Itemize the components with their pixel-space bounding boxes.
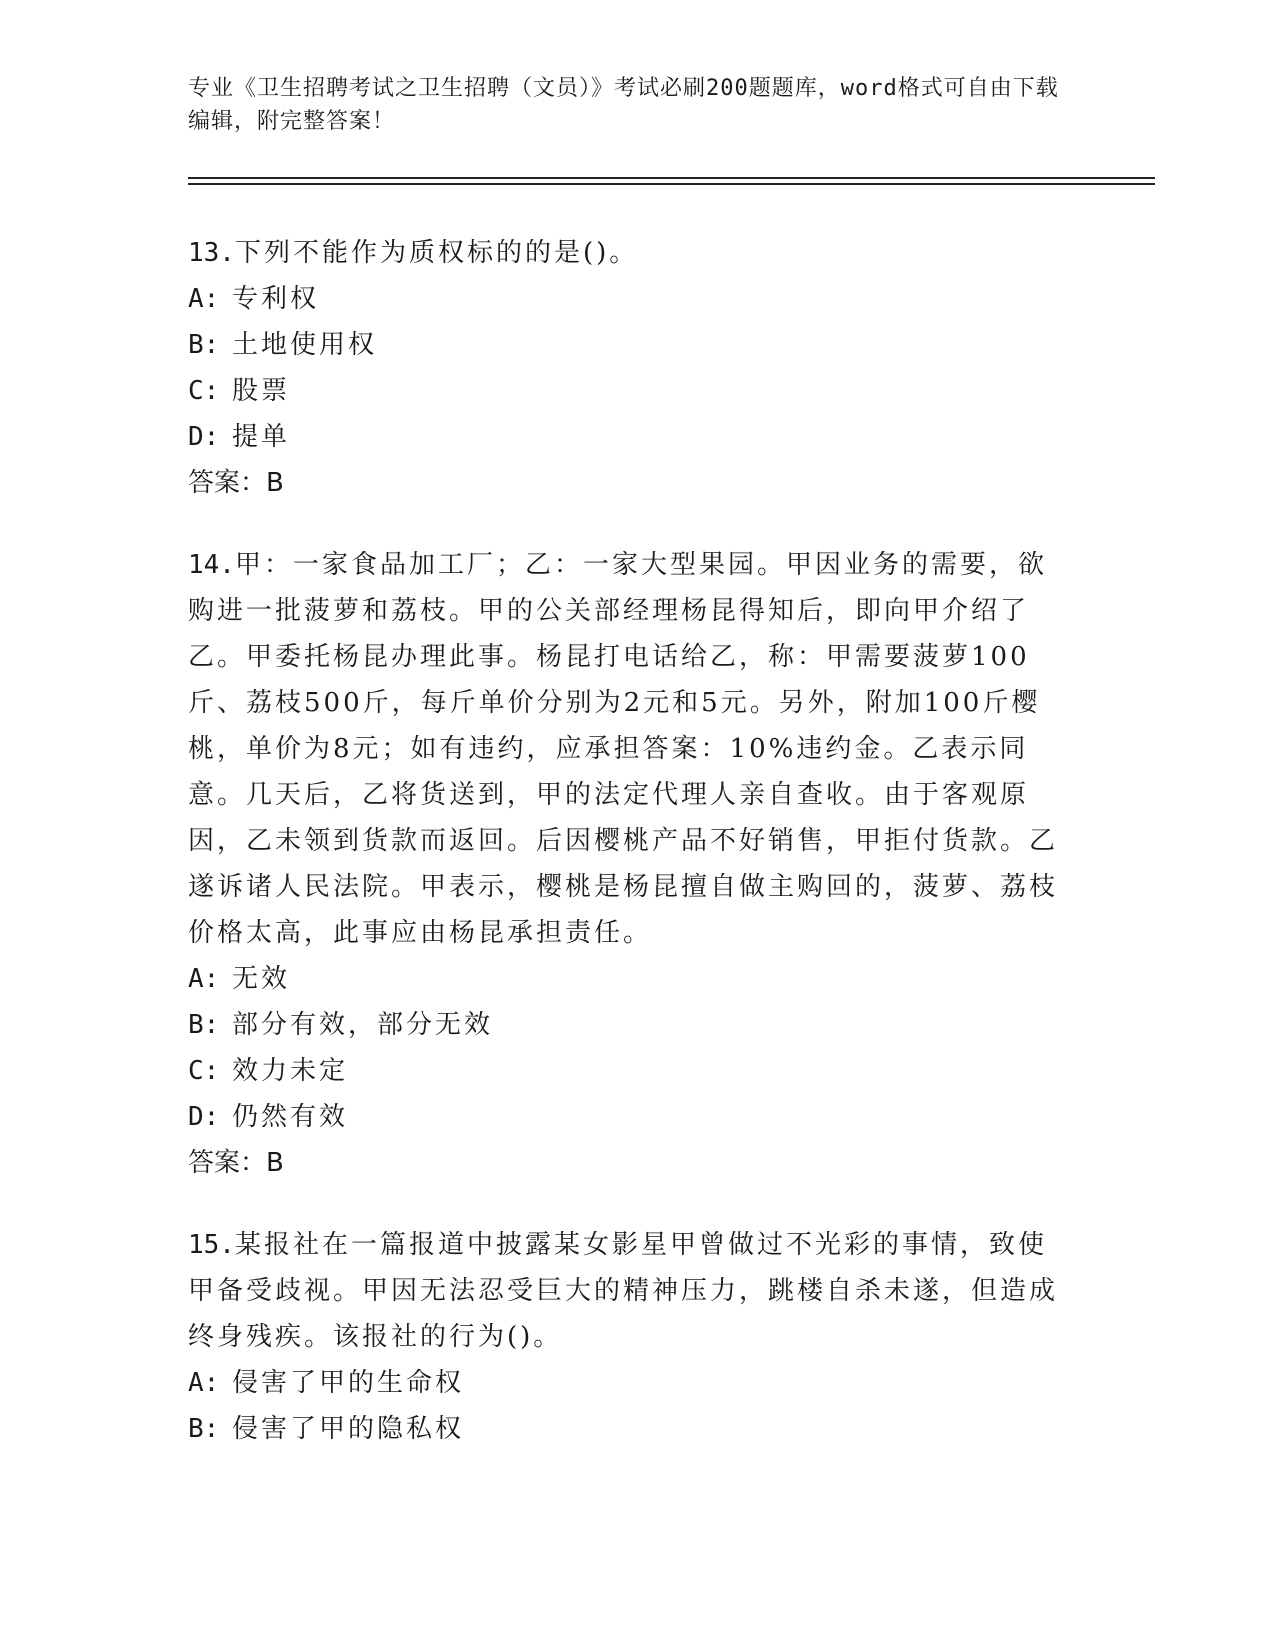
option-text: 提单	[232, 422, 291, 452]
option-text: 部分有效，部分无效	[232, 1010, 494, 1040]
option-letter: B:	[188, 1010, 220, 1040]
option-text: 侵害了甲的隐私权	[232, 1414, 465, 1444]
header-title: 专业《卫生招聘考试之卫生招聘（文员）》考试必刷200题题库，word格式可自由下载编辑，附完整答案！	[188, 76, 1059, 134]
option-letter: B:	[188, 1414, 220, 1444]
question-text: 甲：一家食品加工厂；乙：一家大型果园。甲因业务的需要，欲购进一批菠萝和荔枝。甲的公关部经理杨昆得知后，即向甲介绍了乙。甲委托杨昆办理此事。杨昆打电话给乙，称：甲需要菠萝100斤、荔枝500斤，每斤单价分别为2元和5元。另外，附加100斤樱桃，单价为8元；如有违约，应承担答案：10%违约金。乙表示同意。几天后，乙将货送到，甲的法定代理人亲自查收。由于客观原因，乙未领到货款而返回。后因樱桃产品不好销售，甲拒付货款。乙遂诉诸人民法院。甲表示，樱桃是杨昆擅自做主购回的，菠萝、荔枝价格太高，此事应由杨昆承担责任。	[188, 550, 1059, 948]
option-b	[188, 1406, 1068, 1452]
option-text: 仍然有效	[232, 1102, 349, 1132]
option-c	[188, 368, 1068, 414]
option-c	[188, 1048, 1068, 1094]
option-letter: C:	[188, 376, 220, 406]
option-text: 侵害了甲的生命权	[232, 1368, 465, 1398]
question-list	[188, 230, 1068, 1488]
option-text: 效力未定	[232, 1056, 349, 1086]
question-number: 14.	[188, 550, 235, 580]
option-a	[188, 956, 1068, 1002]
option-letter: D:	[188, 1102, 220, 1132]
page-header	[188, 72, 1068, 138]
option-letter: A:	[188, 964, 220, 994]
option-text: 土地使用权	[232, 330, 378, 360]
question-15	[188, 1222, 1068, 1452]
question-stem	[188, 1222, 1068, 1360]
option-text: 股票	[232, 376, 291, 406]
answer-line: 答案：B	[188, 468, 284, 498]
option-letter: B:	[188, 330, 220, 360]
option-d	[188, 1094, 1068, 1140]
header-divider-bottom	[188, 183, 1155, 185]
option-b	[188, 322, 1068, 368]
option-a	[188, 1360, 1068, 1406]
question-stem	[188, 542, 1068, 956]
question-number: 13.	[188, 238, 235, 268]
option-a	[188, 276, 1068, 322]
header-divider-top	[188, 177, 1155, 179]
option-letter: D:	[188, 422, 220, 452]
option-text: 专利权	[232, 284, 320, 314]
option-letter: A:	[188, 1368, 220, 1398]
option-letter: A:	[188, 284, 220, 314]
question-number: 15.	[188, 1230, 235, 1260]
option-text: 无效	[232, 964, 291, 994]
option-b	[188, 1002, 1068, 1048]
question-text: 下列不能作为质权标的的是()。	[234, 238, 639, 268]
question-13	[188, 230, 1068, 506]
question-14	[188, 542, 1068, 1186]
option-d	[188, 414, 1068, 460]
option-letter: C:	[188, 1056, 220, 1086]
question-text: 某报社在一篇报道中披露某女影星甲曾做过不光彩的事情，致使甲备受歧视。甲因无法忍受巨大的精神压力，跳楼自杀未遂，但造成终身残疾。该报社的行为()。	[188, 1230, 1059, 1352]
question-stem	[188, 230, 1068, 276]
answer-line: 答案：B	[188, 1148, 284, 1178]
